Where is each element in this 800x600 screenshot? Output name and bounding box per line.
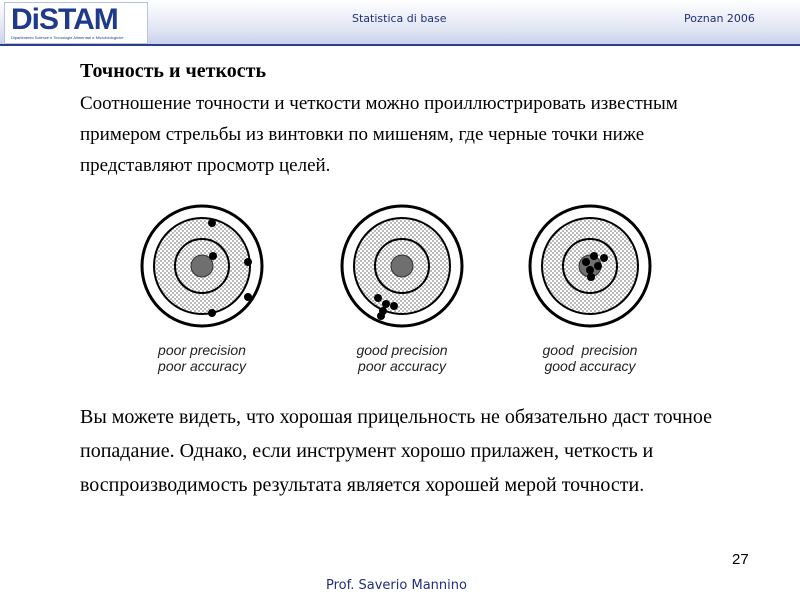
target-3 [530,206,650,326]
target-1-caption [137,342,267,374]
target-1-hit [208,219,216,227]
targets-svg [120,200,680,330]
course-title: Statistica di base [352,12,447,25]
targets-illustration [120,200,680,374]
target-1 [142,206,262,326]
target-2-hit [377,312,385,320]
target-3-caption [525,342,655,374]
target-1-bullseye [191,255,213,277]
target-1-accuracy-label: poor accuracy [158,358,246,374]
target-3-accuracy-label: good accuracy [544,358,636,374]
target-2-precision-label: good precision [356,342,448,358]
target-1-hit [209,252,217,260]
target-2-hit [390,302,398,310]
target-3-hit [590,252,598,260]
page-number: 27 [732,551,749,568]
intro-paragraph: Соотношение точности и четкости можно проиллюстрировать известным примером стрельбы из винтовки по мишеням, где черные точки ниже представляют просмотр целей. [80,93,678,176]
target-2-hit [382,300,390,308]
target-3-hit [582,258,590,266]
slide-title: Точность и четкость [80,60,267,82]
target-1-hit [208,309,216,317]
location-year: Poznan 2006 [684,12,755,25]
author-footer: Prof. Saverio Mannino [326,578,467,593]
conclusion-paragraph: Вы можете видеть, что хорошая прицельность не обязательно даст точное попадание. Однако, если инструмент хорошо прилажен, четкость и воспроизводимость результата является хорошей мерой точности. [80,406,712,496]
target-2-hit [374,294,382,302]
target-2-accuracy-label: poor accuracy [358,358,446,374]
target-2-caption [337,342,467,374]
target-3-precision-label: good precision [542,342,638,358]
target-1-precision-label: poor precision [158,342,246,358]
target-3-hit [586,266,594,274]
target-1-hit [244,258,252,266]
header-rule [0,44,800,46]
target-2-bullseye [391,255,413,277]
target-3-hit [600,254,608,262]
target-2 [342,206,462,326]
target-3-hit [587,273,595,281]
target-3-hit [594,262,602,270]
target-1-hit [244,293,252,301]
logo-text: DiSTAM [11,3,118,36]
distam-logo [4,2,148,44]
logo-subtitle: Dipartimento Scienze e Tecnologie Alimentari e Microbiologiche [11,35,124,40]
